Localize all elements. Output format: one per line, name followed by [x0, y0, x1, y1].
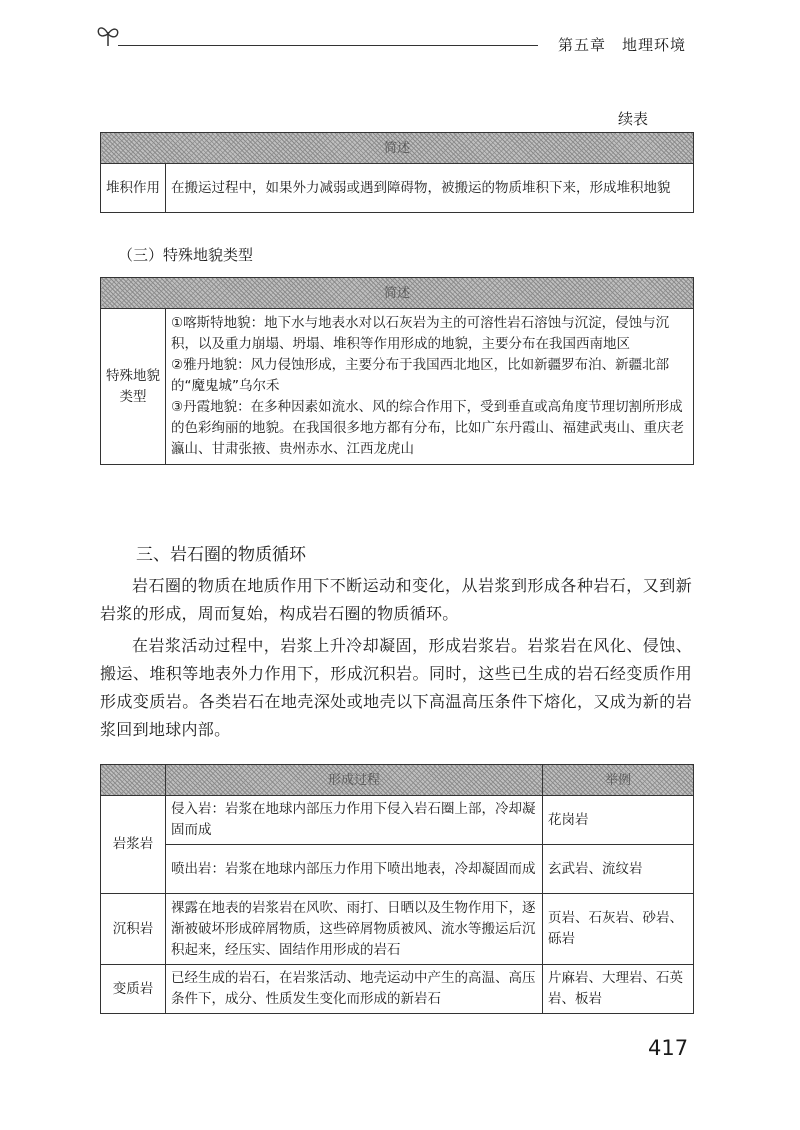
row-label: 特殊地貌类型 — [101, 309, 166, 465]
table-header-row — [101, 765, 694, 796]
row-text: 在搬运过程中，如果外力减弱或遇到障碍物，被搬运的物质堆积下来，形成堆积地貌 — [166, 164, 694, 213]
process-cell: 裸露在地表的岩浆岩在风吹、雨打、日晒以及生物作用下，逐渐被破坏形成碎屑物质，这些碎屑物质被风、流水等搬运后沉积起来，经压实、固结作用形成的岩石 — [166, 894, 543, 965]
section-title: 三、岩石圈的物质循环 — [136, 545, 306, 565]
process-cell: 已经生成的岩石，在岩浆活动、地壳运动中产生的高温、高压条件下，成分、性质发生变化而形成的新岩石 — [166, 965, 543, 1014]
table-header-cell: 简述 — [101, 278, 694, 309]
chapter-title: 地理环境 — [622, 36, 687, 54]
table-row — [101, 894, 694, 965]
paragraph: 岩石圈的物质在地质作用下不断运动和变化，从岩浆到形成各种岩石，又到新岩浆的形成，周而复始，构成岩石圈的物质循环。 — [100, 576, 692, 623]
deposition-table — [100, 132, 694, 213]
table-row — [101, 965, 694, 1014]
rock-cycle-table — [100, 764, 694, 1014]
example-cell: 玄武岩、流纹岩 — [543, 845, 694, 894]
karst-item: ①喀斯特地貌：地下水与地表水对以石灰岩为主的可溶性岩石溶蚀与沉淀，侵蚀与沉积，以及重力崩塌、坍塌、堆积等作用形成的地貌，主要分布在我国西南地区 — [171, 315, 670, 352]
yardang-item: ②雅丹地貌：风力侵蚀形成，主要分布于我国西北地区，比如新疆罗布泊、新疆北部的“魔鬼城”乌尔禾 — [171, 357, 670, 394]
process-cell: 喷出岩：岩浆在地球内部压力作用下喷出地表，冷却凝固而成 — [166, 845, 543, 894]
table-header-cell: 简述 — [101, 133, 694, 164]
special-landform-table — [100, 277, 694, 465]
table-header-cell: 形成过程 — [166, 765, 543, 796]
chapter-heading — [558, 34, 686, 55]
table-header-cell: 举例 — [543, 765, 694, 796]
continued-label: 续表 — [618, 110, 649, 128]
rock-type-label: 变质岩 — [101, 965, 166, 1014]
table-row — [101, 796, 694, 845]
table-header-row — [101, 133, 694, 164]
example-cell: 页岩、石灰岩、砂岩、砾岩 — [543, 894, 694, 965]
paragraph: 在岩浆活动过程中，岩浆上升冷却凝固，形成岩浆岩。岩浆岩在风化、侵蚀、搬运、堆积等地表外力作用下，形成沉积岩。同时，这些已生成的岩石经变质作用形成变质岩。各类岩石在地壳深处或地壳以下高温高压条件下熔化，又成为新的岩浆回到地球内部。 — [100, 636, 692, 739]
row-label: 堆积作用 — [101, 164, 166, 213]
table-header-cell — [101, 765, 166, 796]
example-cell: 片麻岩、大理岩、石英岩、板岩 — [543, 965, 694, 1014]
chapter-number: 第五章 — [558, 36, 607, 54]
process-cell: 侵入岩：岩浆在地球内部压力作用下侵入岩石圈上部，冷却凝固而成 — [166, 796, 543, 845]
danxia-item: ③丹霞地貌：在多种因素如流水、风的综合作用下，受到垂直或高角度节理切割所形成的色彩绚丽的地貌。在我国很多地方都有分布，比如广东丹霞山、福建武夷山、重庆老瀛山、甘肃张掖、贵州赤水、江西龙虎山 — [171, 399, 684, 457]
rock-type-label: 沉积岩 — [101, 894, 166, 965]
table-header-row — [101, 278, 694, 309]
rock-type-label: 岩浆岩 — [101, 796, 166, 894]
page-number: 417 — [648, 1036, 689, 1060]
table-row — [101, 164, 694, 213]
table-row — [101, 309, 694, 465]
example-cell: 花岗岩 — [543, 796, 694, 845]
table-row — [101, 845, 694, 894]
subsection-title: （三）特殊地貌类型 — [118, 246, 254, 264]
header-rule — [118, 45, 538, 46]
